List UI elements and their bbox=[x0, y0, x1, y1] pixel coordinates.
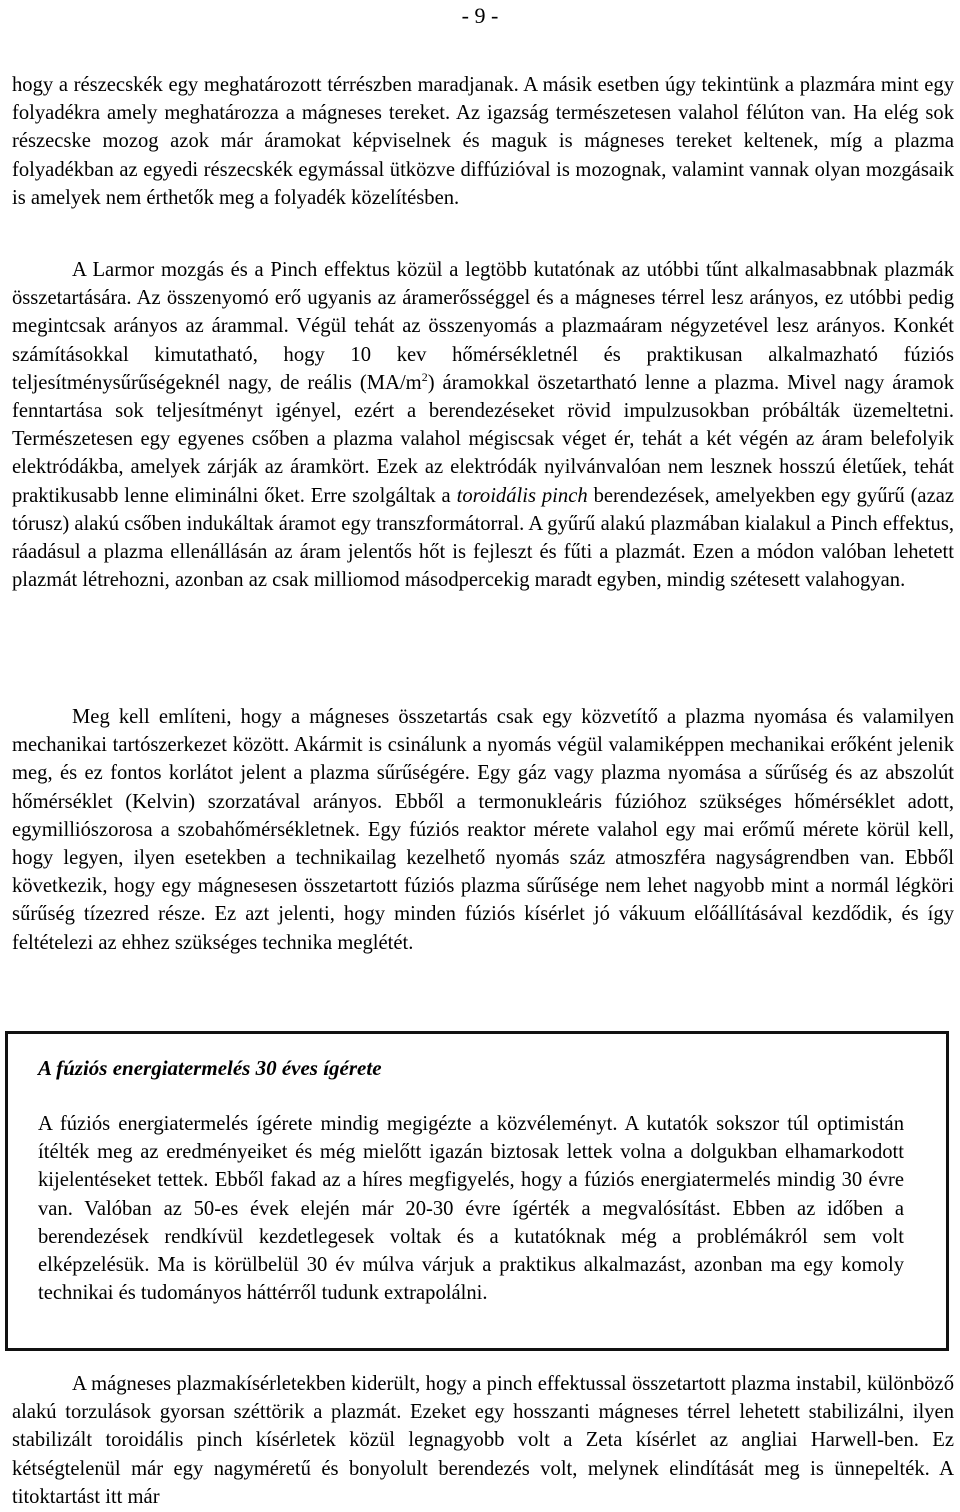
paragraph-pinch-text-b: ) áramokkal öszetartható lenne a plazma. Mivel nagy áramok fenntartása sok teljesítményt igényel, ezért a berendezéseket rövid impulzusokban próbálták üzemeltetni. Természetesen egy egyenes csőben a plazma valahol mégiscsak véget ér, tehát a két végén az áram belefolyik elektródákba, amelyek zárják az áramkört. Ezek az elektródák nyilvánvalóan nem lesznek hosszú életűek, tehát praktikusabb lenne eliminálni őket. Erre szolgáltak a bbox=[12, 371, 955, 507]
italic-term-toroidal-pinch: toroidális pinch bbox=[456, 484, 588, 507]
paragraph-continuation: hogy a részecskék egy meghatározott térrészben maradjanak. A másik esetben úgy tekintünk a plazmára mint egy folyadékra amely meghatározza a mágneses tereket. Az igazság természetesen valahol félúton van. Ha elég sok részecske mozog azok már áramokat képviselnek és maguk is mágneses tereket keltenek, míg a plazma folyadékban az egyedi részecskék egymással ütközve diffúzióval is mozognak, valamint vannak olyan mozgásaik is amelyek nem érthetők meg a folyadék közelítésben. bbox=[12, 74, 954, 209]
paragraph-pinch-text-a: A Larmor mozgás és a Pinch effektus közül a legtöbb kutatónak az utóbbi tűnt alkalmasabbnak plazmák összetartására. Az összenyomó erő ugyanis az áramerősséggel és a mágneses térrel lesz arányos, ez utóbbi pedig megintcsak arányos az árammal. Végül tehát az összenyomás a plazmaáram négyzetével lesz arányos. Konkét számításokkal kimutatható, hogy 10 kev hőmérsékletnél és praktikusan alkalmazható fúziós teljesítménysűrűségeknél nagy, de reális (MA/m bbox=[12, 259, 954, 394]
paragraph-magnetic-pressure: Meg kell említeni, hogy a mágneses összetartás csak egy közvetítő a plazma nyomása és valamilyen mechanikai tartószerkezet között. Akármit is csinálunk a nyomás végül valamiképpen mechanikai erőként jelenik meg, és ez fontos korlátot jelent a plazma sűrűségére. Egy gáz vagy plazma nyomása a sűrűség és az abszolút hőmérséklet (Kelvin) szorzatával arányos. Ebből a termonukleáris fúzióhoz szükséges hőmérséklet adott, egymilliószorosa a szobahőmérsékletnek. Egy fúziós reaktor mérete valahol egy mai erőmű mérete körül kell, hogy legyen, ilyen esetekben a technikailag kezelhető nyomás száz atmoszféra nagyságrendben van. Ebből következik, hogy egy mágnesesen összetartott fúziós plazma sűrűsége nem lehet nagyobb mint a normál légköri sűrűség tízezred része. Ez azt jelenti, hogy minden fúziós kísérlet jó vákuum előállításával kezdődik, és így feltételezi az ehhez szükséges technika meglétét. bbox=[12, 706, 954, 954]
sidebar-box bbox=[5, 1031, 949, 1351]
paragraph-pinch-text-c: berendezések, amelyekben egy gyűrű (azaz tórusz) alakú csőben indukáltak áramot egy transzformátorral. A gyűrű alakú plazmában kialakul a Pinch effektus, ráadásul a plazma ellenállásán az áram jelentős hőt is fejleszt és fűti a plazmát. Ezen a módon valóban lehetett plazmát létrehozni, azonban az csak milliomod másodpercekig maradt egyben, mindig szétesett valahogyan. bbox=[12, 484, 954, 592]
paragraph-pinch-effect bbox=[12, 256, 954, 594]
sidebar-box-text: A fúziós energiatermelés ígérete mindig megigézte a közvéleményt. A kutatók sokszor túl optimistán ítélték meg az eredményeiket és még mielőtt igazán biztosak lettek volna a dolgukban elhamarkodott kijelentéseket tettek. Ebből fakad az a híres megfigyelés, hogy a fúziós energiatermelés mindig 30 évre van. Valóban az 50-es évek elején már 20-30 évre ígérték a megvalósítást. Ebben az időben a berendezések rendkívül kezdetlegesek voltak és a kutatóknak még a problémákról sem volt elképzelésük. Ma is körülbelül 30 év múlva várjuk a praktikus alkalmazást, azonban ma egy komoly technikai és tudományos háttérről tudunk extrapolálni. bbox=[38, 1113, 904, 1305]
superscript-two: 2 bbox=[421, 369, 428, 384]
page-number: - 9 - bbox=[461, 3, 499, 28]
sidebar-box-title: A fúziós energiatermelés 30 éves ígérete bbox=[38, 1056, 382, 1080]
paragraph-zeta-experiment: A mágneses plazmakísérletekben kiderült, hogy a pinch effektussal összetartott plazma instabil, különböző alakú torzulások gyorsan széttörik a plazmát. Ezeket egy hosszanti mágneses térrel lehetett stabilizálni, ilyen stabilizált toroidális pinch kísérletek közül legnagyobb volt a Zeta kísérlet az angliai Harwell-ben. Ez kétségtelenül már egy nagyméretű és bonyolult berendezés volt, melynek elindítását meg is ünnepelték. A titoktartást itt már bbox=[12, 1373, 954, 1508]
